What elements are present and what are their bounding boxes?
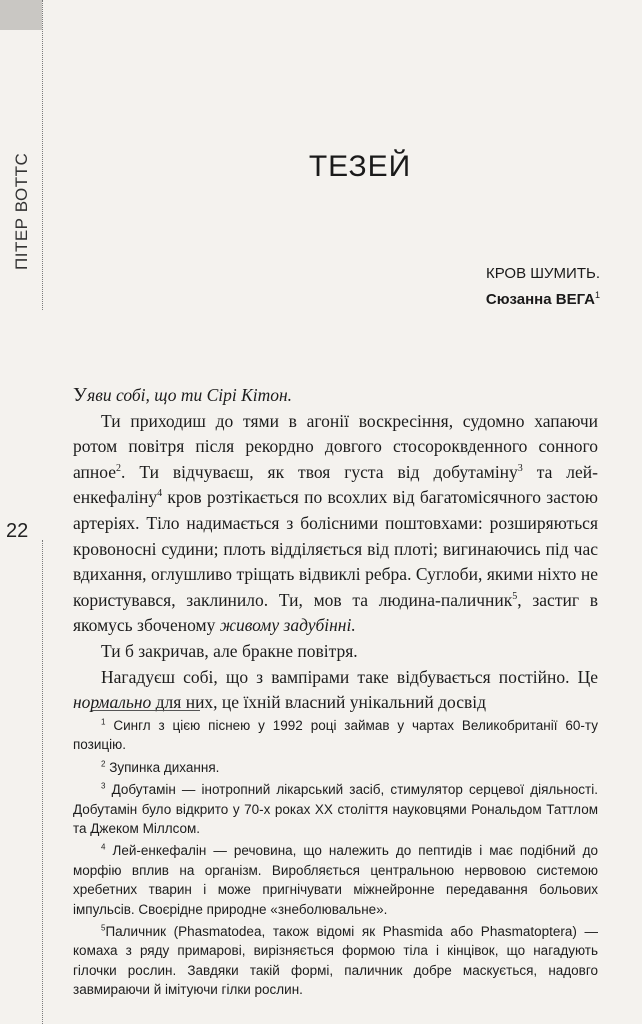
footnote-ref: 5 xyxy=(512,590,518,602)
footnote-ref: 3 xyxy=(517,462,523,474)
margin-dotted-rule-top xyxy=(42,0,43,310)
footnote-1 xyxy=(73,716,598,755)
page-margin-sidebar xyxy=(0,0,44,1024)
footnote-text: Паличник (Phasmatodea, також відомі як Phasmida або Phasmatoptera) — комаха з ряду примарові, вирізняється формою тіла і кінцівок, що нагадують гілочки рослин. Завдяки такій формі, паличник добре маскується, надовго завмираючи й імітуючи гілки рослин. xyxy=(73,924,598,998)
footnote-number: 5 xyxy=(101,923,106,933)
margin-tab xyxy=(0,0,42,30)
epigraph-author-last: ВЕГА xyxy=(555,291,595,308)
footnote-4 xyxy=(73,841,598,919)
paragraph-text: Нагадуєш собі, що з вампірами таке відбувається постійно. Це xyxy=(101,666,598,687)
running-head-author: ПІТЕР ВОТТС xyxy=(12,152,31,270)
footnote-ref: 1 xyxy=(594,290,600,300)
footnote-number: 4 xyxy=(101,842,106,852)
footnote-text: Сингл з цією піснею у 1992 році займав у чартах Великобританії 60-ту позицію. xyxy=(73,718,598,753)
footnotes xyxy=(73,716,598,1003)
epigraph-text: КРОВ ШУМИТЬ. xyxy=(486,265,600,282)
opening-line xyxy=(73,383,598,409)
paragraph-text: для них, це їхній власний унікальний досвід xyxy=(151,692,486,713)
epigraph-author-first: Сюзанна xyxy=(485,291,552,308)
footnote-2 xyxy=(73,758,598,777)
opening-text: яви собі, що ти Сірі Кітон. xyxy=(87,385,293,405)
footnote-separator xyxy=(92,710,200,711)
margin-dotted-rule-bottom xyxy=(42,540,43,1024)
paragraph-text: та лей-енкефаліну xyxy=(73,461,598,508)
footnote-number: 2 xyxy=(101,759,106,769)
opening-initial: У xyxy=(73,384,88,406)
footnote-text: Зупинка дихання. xyxy=(109,759,220,775)
paragraph-text: кров розтікається по всохлих від багатомісячного застою артеріях. Тіло надимається з болісними поштовхами: розширяються кровоносні судини; плоть відділяється від плоті; вигинаючись під час вдихання, оглушливо тріщать відвиклі ребра. Суглоби, якими ніхто не користувався, заклинило. Ти, мов та людина-паличник xyxy=(73,487,598,610)
chapter-title: ТЕЗЕЙ xyxy=(308,150,412,183)
emphasis-text: живому задубінні. xyxy=(219,615,356,636)
footnote-text: Добутамін — інотропний лікарський засіб, стимулятор серцевої діяльності. Добутамін було відкрито у 70-х роках XX століття науковцями Рональдом Таттлом та Джеком Міллсом. xyxy=(73,782,598,837)
footnote-3 xyxy=(73,780,598,838)
page-number: 22 xyxy=(6,520,29,542)
emphasis-text: нормально xyxy=(73,692,152,713)
footnote-text: Лей-енкефалін — речовина, що належить до пептидів і має подібний до морфію вплив на організм. Виробляється центральною нервовою системою хребетних тварин і може пригнічувати міжнейронне передавання больових імпульсів. Своєрідне природне «знеболювальне». xyxy=(73,843,598,917)
paragraph-text: Ти приходиш до тями в агонії воскресіння, судомно хапаючи ротом повітря після рекордно довгого стосороквденного сонного апное xyxy=(73,410,598,482)
footnote-ref: 2 xyxy=(116,462,121,474)
footnote-number: 3 xyxy=(101,781,106,791)
paragraph-text: , застиг в якомусь збоченому xyxy=(73,589,598,636)
footnote-5 xyxy=(73,922,598,1000)
paragraph-1 xyxy=(73,409,598,639)
main-text xyxy=(73,383,598,716)
epigraph-author xyxy=(486,290,600,308)
footnote-number: 1 xyxy=(101,717,106,727)
paragraph-text: . Ти відчуваєш, як твоя густа від добутаміну xyxy=(121,461,518,482)
epigraph xyxy=(486,265,600,308)
footnote-ref: 4 xyxy=(157,488,163,500)
paragraph-3 xyxy=(73,665,598,716)
paragraph-2: Ти б закричав, але бракне повітря. xyxy=(101,640,358,661)
